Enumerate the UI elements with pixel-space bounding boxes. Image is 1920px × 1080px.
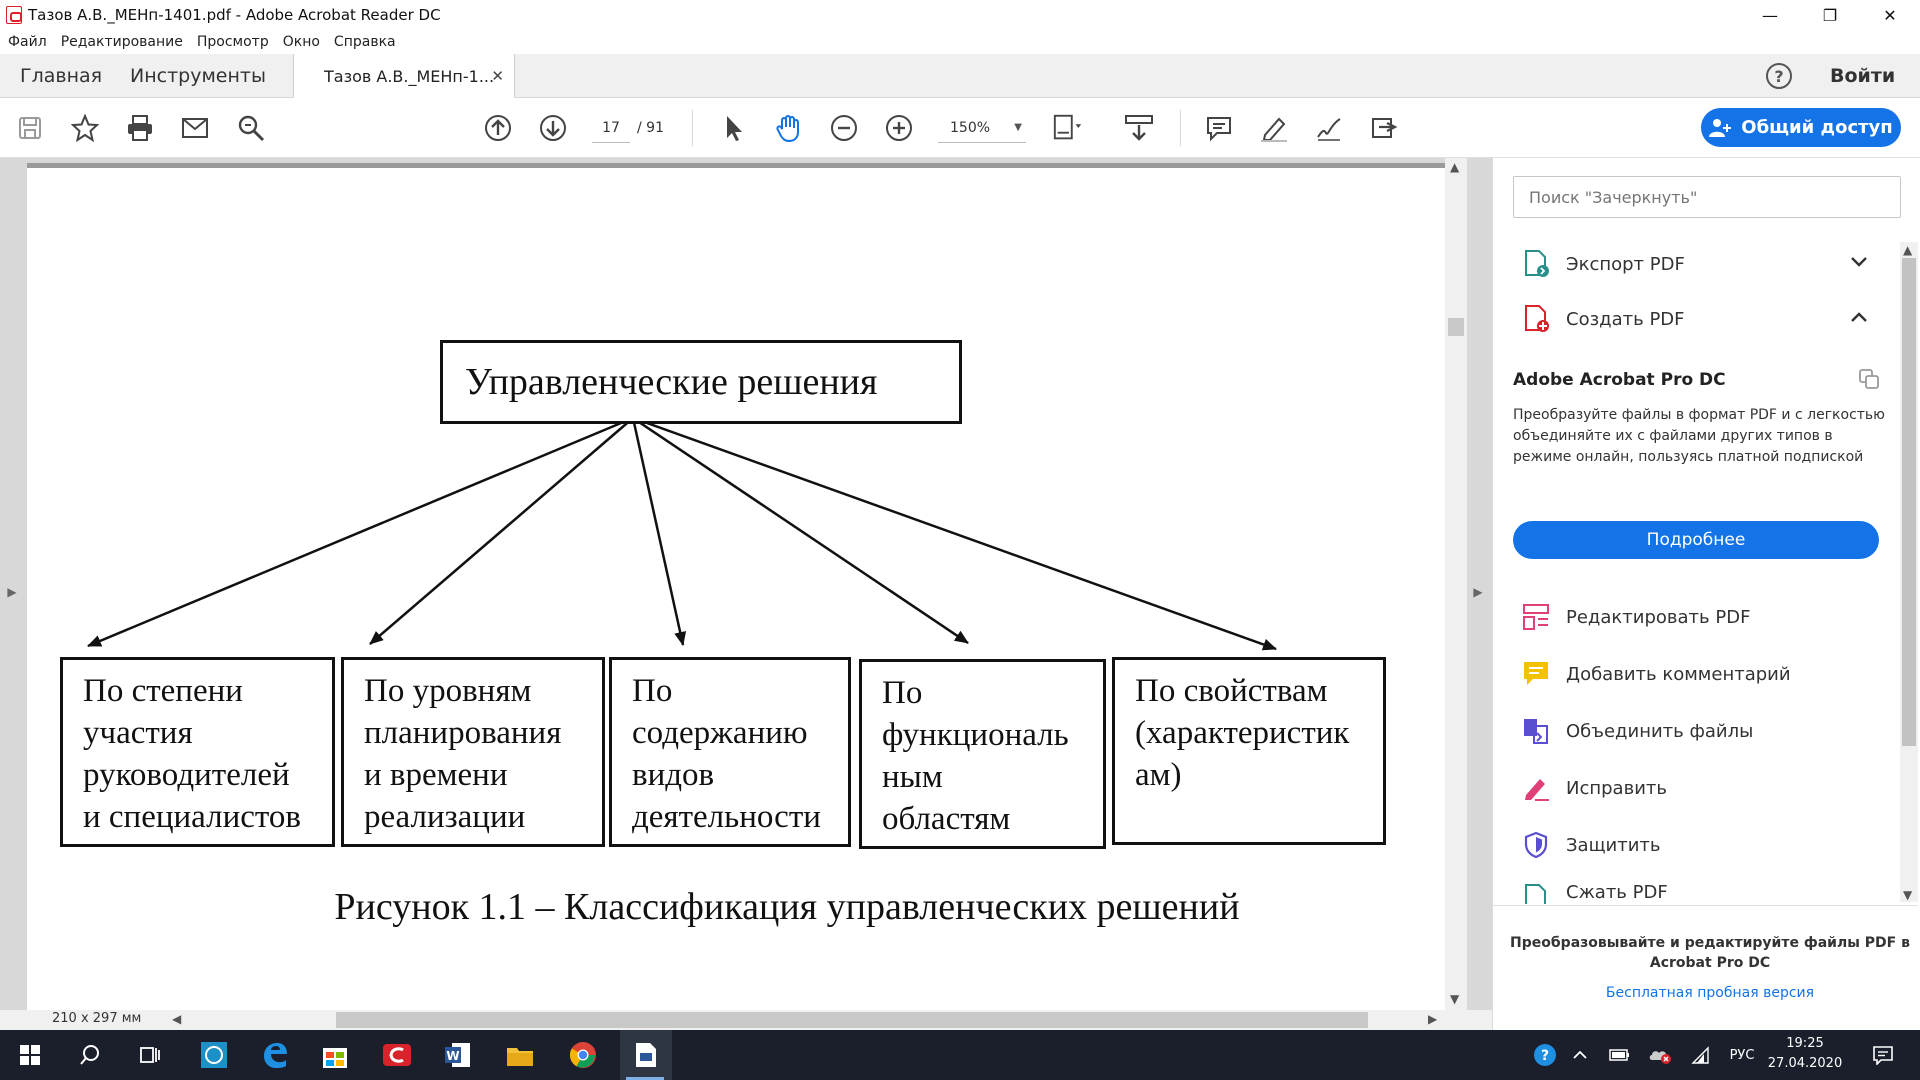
menu-window[interactable]: Окно: [282, 34, 320, 50]
edit-pdf-label: Редактировать PDF: [1566, 606, 1751, 628]
minimize-button[interactable]: —: [1762, 5, 1778, 25]
title-bar: [0, 0, 1920, 30]
combine-files-label: Объединить файлы: [1566, 720, 1754, 742]
page-number-input[interactable]: 17: [592, 113, 630, 143]
battery-icon[interactable]: [1600, 1030, 1640, 1080]
comment-icon[interactable]: [1203, 112, 1235, 144]
next-page-icon[interactable]: [537, 112, 569, 144]
tray-expand-icon[interactable]: [1560, 1030, 1600, 1080]
zoom-search-icon[interactable]: [235, 112, 267, 144]
highlight-pen-icon[interactable]: [1258, 112, 1290, 144]
right-pane-toggle-icon[interactable]: ▶: [1473, 585, 1483, 599]
start-windows-icon[interactable]: [5, 1030, 55, 1080]
taskbar-clock[interactable]: [1760, 1034, 1850, 1074]
print-icon[interactable]: [124, 112, 156, 144]
chrome-icon[interactable]: [558, 1030, 608, 1080]
svg-text:?: ?: [1540, 1048, 1550, 1064]
tab-tools[interactable]: Инструменты: [130, 65, 266, 87]
zoom-out-icon[interactable]: [828, 112, 860, 144]
chevron-down-icon: ▼: [1014, 122, 1022, 133]
pane-scroll-up-icon[interactable]: ▲: [1903, 243, 1913, 257]
learn-more-button[interactable]: Подробнее: [1513, 521, 1879, 559]
edit-pdf-item[interactable]: [1520, 597, 1750, 637]
taskbar-app-photos-icon[interactable]: [189, 1030, 239, 1080]
pane-scroll-down-icon[interactable]: ▼: [1903, 888, 1913, 902]
tools-search-input[interactable]: [1513, 176, 1901, 218]
menu-file[interactable]: Файл: [8, 34, 47, 50]
tab-home[interactable]: Главная: [20, 65, 103, 87]
shield-icon: [1520, 829, 1552, 861]
acrobat-app-icon: [6, 6, 22, 24]
edit-pdf-icon: [1520, 601, 1552, 633]
page-top-edge: [27, 163, 1445, 168]
menu-help[interactable]: Справка: [333, 34, 396, 50]
clock-date: 27.04.2020: [1767, 1056, 1843, 1071]
toolbar-separator: [692, 110, 693, 146]
export-pdf-icon: [1520, 248, 1552, 280]
diagram-box-functional: По функциональ ным областям: [859, 659, 1106, 849]
close-tab-icon[interactable]: ✕: [491, 67, 504, 85]
file-explorer-icon[interactable]: [495, 1030, 545, 1080]
send-for-signature-icon[interactable]: [1368, 112, 1400, 144]
help-icon[interactable]: ?: [1766, 63, 1792, 89]
protect-item[interactable]: [1520, 825, 1661, 865]
notifications-icon[interactable]: [1858, 1030, 1908, 1080]
chevron-down-icon[interactable]: [1850, 252, 1868, 273]
select-cursor-icon[interactable]: [718, 112, 750, 144]
wifi-icon[interactable]: [1680, 1030, 1720, 1080]
menu-view[interactable]: Просмотр: [196, 34, 269, 50]
diagram-root-box: Управленческие решения: [440, 340, 962, 424]
sign-icon[interactable]: [1313, 112, 1345, 144]
acrobat-taskbar-icon[interactable]: [620, 1030, 672, 1080]
zoom-level-value: 150%: [950, 119, 991, 136]
free-trial-link[interactable]: Бесплатная пробная версия: [1605, 985, 1815, 1001]
close-window-button[interactable]: ✕: [1883, 5, 1897, 25]
promo-title: Adobe Acrobat Pro DC: [1513, 370, 1726, 390]
export-pdf-item[interactable]: [1520, 244, 1685, 284]
diagram-box-properties: По свойствам (характеристик ам): [1112, 657, 1386, 845]
promo-description: Преобразуйте файлы в формат PDF и с легкостью объединяйте их с файлами других типов в режиме онлайн, пользуясь платной подпиской: [1513, 407, 1885, 465]
task-view-icon[interactable]: [125, 1030, 175, 1080]
tools-pane-scroll-thumb[interactable]: [1902, 258, 1916, 746]
save-icon[interactable]: [14, 112, 46, 144]
create-pdf-icon: [1520, 303, 1552, 335]
figure-caption: Рисунок 1.1 – Классификация управленческих решений: [334, 886, 1240, 928]
login-button[interactable]: Войти: [1830, 65, 1896, 87]
pdf-page: [27, 163, 1445, 1011]
tab-bar: [0, 54, 1920, 98]
export-pdf-label: Экспорт PDF: [1566, 253, 1685, 275]
zoom-level-select[interactable]: [938, 113, 1026, 143]
window-title: Тазов А.В._МЕНп-1401.pdf - Adobe Acrobat Reader DC: [28, 6, 441, 24]
scroll-down-icon[interactable]: ▼: [1450, 992, 1460, 1006]
toolbar-separator: [1180, 110, 1181, 146]
fix-pen-icon: [1520, 772, 1552, 804]
scroll-up-icon[interactable]: ▲: [1450, 160, 1460, 174]
menu-edit[interactable]: Редактирование: [60, 34, 183, 50]
add-comment-icon: [1520, 658, 1552, 690]
tab-document-label: Тазов А.В._МЕНп-1...: [324, 66, 495, 86]
compress-pdf-icon: [1520, 882, 1552, 904]
protect-label: Защитить: [1566, 834, 1661, 856]
fix-label: Исправить: [1566, 777, 1667, 799]
clock-time: 19:25: [1786, 1036, 1824, 1051]
left-pane-toggle-icon[interactable]: ▶: [7, 585, 17, 599]
share-button-label: Общий доступ: [1741, 117, 1893, 138]
previous-page-icon[interactable]: [482, 112, 514, 144]
diagram-box-planning: По уровням планирования и времени реализации: [341, 657, 605, 847]
compress-pdf-item[interactable]: [1520, 882, 1668, 904]
chevron-up-icon[interactable]: [1850, 307, 1868, 328]
add-comment-item[interactable]: [1520, 654, 1791, 694]
edge-browser-icon[interactable]: [250, 1030, 300, 1080]
diagram-box-activity: По содержанию видов деятельности: [609, 657, 851, 847]
create-pdf-label: Создать PDF: [1566, 308, 1685, 330]
add-comment-label: Добавить комментарий: [1566, 663, 1791, 685]
fix-item[interactable]: [1520, 768, 1667, 808]
menu-bar: [0, 30, 1920, 54]
page-size-label: 210 x 297 мм: [52, 1011, 142, 1026]
svg-text:W: W: [446, 1049, 460, 1063]
email-icon[interactable]: [179, 112, 211, 144]
taskbar-app-red-icon[interactable]: [372, 1030, 422, 1080]
document-scroll-thumb[interactable]: [1448, 318, 1464, 336]
share-button[interactable]: [1701, 108, 1901, 147]
compress-pdf-label: Сжать PDF: [1566, 882, 1668, 903]
document-vertical-scrollbar[interactable]: [1445, 158, 1467, 1010]
horizontal-scroll-thumb[interactable]: [336, 1012, 1368, 1028]
hand-tool-icon[interactable]: [773, 112, 805, 144]
combine-files-item[interactable]: [1520, 711, 1753, 751]
tab-document[interactable]: [293, 54, 515, 98]
store-icon[interactable]: [310, 1030, 360, 1080]
copy-icon[interactable]: [1858, 368, 1880, 394]
create-pdf-item[interactable]: [1520, 299, 1685, 339]
scroll-mode-icon[interactable]: [1123, 112, 1155, 144]
diagram-box-participation: По степени участия руководителей и специалистов: [60, 657, 335, 847]
bookmark-star-icon[interactable]: [69, 112, 101, 144]
word-icon[interactable]: [433, 1030, 483, 1080]
maximize-button[interactable]: ❐: [1822, 5, 1838, 25]
scroll-left-icon[interactable]: ◀: [172, 1012, 182, 1026]
onedrive-error-icon[interactable]: [1640, 1030, 1680, 1080]
taskbar-search-icon[interactable]: [65, 1030, 115, 1080]
page-total: / 91: [637, 120, 664, 136]
scroll-right-icon[interactable]: ▶: [1428, 1012, 1438, 1026]
combine-files-icon: [1520, 715, 1552, 747]
footer-promo-text: Преобразовывайте и редактируйте файлы PDF в Acrobat Pro DC: [1510, 935, 1910, 971]
page-fit-icon[interactable]: [1052, 112, 1084, 144]
add-user-icon: [1709, 118, 1731, 138]
zoom-in-icon[interactable]: [883, 112, 915, 144]
input-language[interactable]: РУС: [1729, 1047, 1755, 1063]
